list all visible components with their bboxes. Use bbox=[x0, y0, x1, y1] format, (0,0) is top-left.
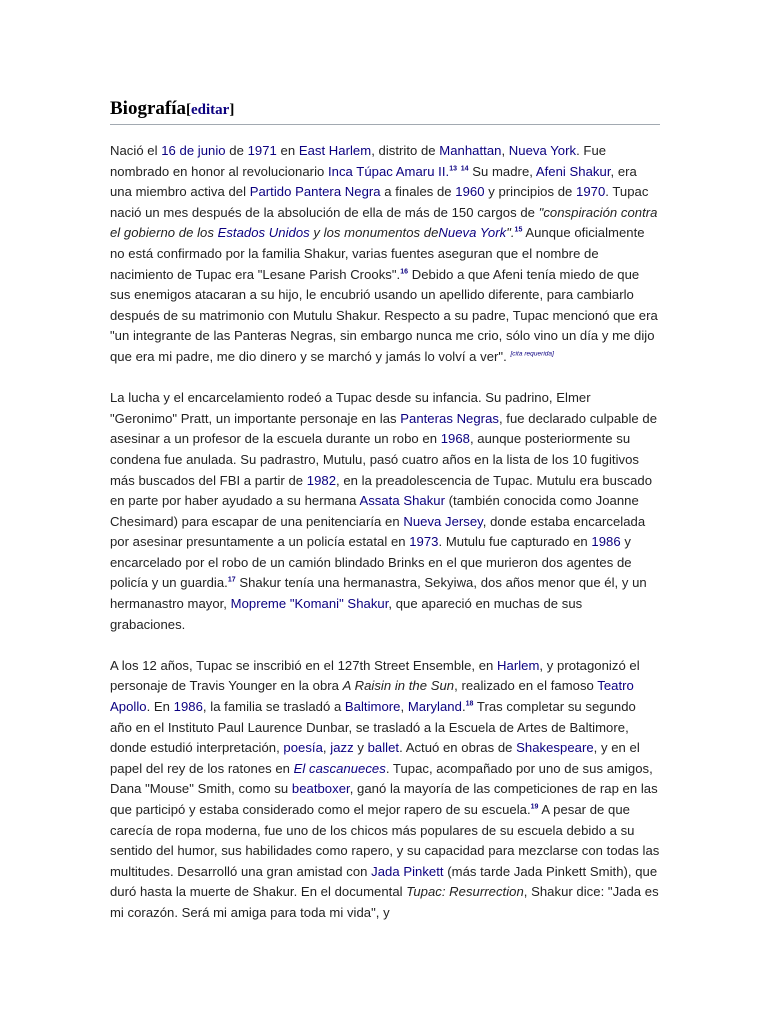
link-manhattan[interactable]: Manhattan bbox=[439, 143, 502, 158]
title-a-raisin-in-the-sun: A Raisin in the Sun bbox=[342, 678, 455, 694]
link-jada-pinkett[interactable]: Jada Pinkett bbox=[371, 863, 444, 879]
link-nueva-york[interactable]: Nueva York bbox=[508, 143, 577, 158]
link-teatro-apollo[interactable]: Teatro Apollo bbox=[110, 678, 634, 715]
edit-section-link[interactable]: editar bbox=[191, 102, 230, 118]
quote-cargos: "conspiración contra el gobierno de los Estados Unidos y los monumentos deNueva York". bbox=[110, 204, 658, 241]
link-1960[interactable]: 1960 bbox=[455, 184, 485, 200]
link-1968[interactable]: 1968 bbox=[440, 431, 470, 447]
link-baltimore[interactable]: Baltimore bbox=[344, 699, 401, 715]
title-tupac-resurrection: Tupac: Resurrection bbox=[406, 884, 524, 900]
ref-14 bbox=[461, 165, 469, 172]
link-partido-pantera-negra[interactable]: Partido Pantera Negra bbox=[249, 184, 381, 200]
link-afeni-shakur[interactable]: Afeni Shakur bbox=[535, 163, 611, 179]
ref-18-link[interactable]: 18 bbox=[465, 700, 474, 708]
link-1982[interactable]: 1982 bbox=[306, 472, 337, 488]
paragraph-1: Nació el 16 de junio de 1971 en East Harlem, distrito de Manhattan, Nueva York. Fue nombrado en honor al revolucionario Inca Túpac Amaru II.$^{13}$ $^{14}$ Su madre, Afeni Shakur, era una miembro activa del Partido Pantera Negra a finales de 1960 y principios de 1970. Tupac nació un mes después de la absolución de ella de más de 150 cargos de "conspiración contra el gobierno de los Estados Unidos y los monumentos deNueva York".$^{15}$ Aunque oficialmente no está confirmado por la familia Shakur, varias fuentes aseguran que el nombre de nacimiento de Tupac era "Lesane Parish Crooks".$^{16}$ Debido a que Afeni tenía miedo de que sus enemigos atacaran a su hijo, le encubrió usando un apellido diferente, para cambiarlo después de su matrimonio con Mutulu Shakur. Respecto a su padre, Tupac mencionó que era "un integrante de las Panteras Negras, sin embargo nunca me crio, sólo vino un día y me dijo que era mi padre, me dio dinero y se marchó y jamás lo volví a ver". [cita requerida] bbox=[110, 143, 658, 364]
link-mopreme-shakur[interactable]: Mopreme "Komani" Shakur bbox=[230, 596, 389, 612]
link-1986-b[interactable]: 1986 bbox=[173, 699, 203, 715]
ref-17-link[interactable]: 17 bbox=[227, 577, 236, 585]
ref-17 bbox=[228, 577, 236, 584]
ref-13-link[interactable]: 13 bbox=[449, 165, 458, 173]
ref-16 bbox=[400, 268, 408, 275]
edit-section-link-wrapper: [editar] bbox=[186, 102, 235, 118]
link-nueva-jersey[interactable]: Nueva Jersey bbox=[403, 513, 483, 529]
article-body bbox=[110, 96, 660, 944]
section-title: Biografía bbox=[110, 98, 186, 119]
link-beatboxer[interactable]: beatboxer bbox=[291, 781, 350, 797]
link-estados-unidos[interactable]: Estados Unidos bbox=[217, 225, 310, 241]
link-maryland[interactable]: Maryland bbox=[407, 699, 462, 715]
ref-16-link[interactable]: 16 bbox=[400, 268, 409, 276]
section-heading bbox=[110, 96, 660, 125]
link-poesia[interactable]: poesía bbox=[283, 740, 323, 756]
link-16-junio[interactable]: 16 de junio bbox=[161, 143, 226, 158]
link-ballet[interactable]: ballet bbox=[367, 740, 400, 756]
link-inca-tupac-amaru[interactable]: Inca Túpac Amaru II. bbox=[328, 163, 450, 179]
link-1971[interactable]: 1971 bbox=[247, 143, 277, 158]
ref-13 bbox=[449, 165, 457, 172]
link-1986-a[interactable]: 1986 bbox=[591, 534, 621, 550]
link-shakespeare[interactable]: Shakespeare bbox=[516, 740, 594, 756]
link-nueva-york-2[interactable]: Nueva York bbox=[438, 225, 507, 241]
ref-15-link[interactable]: 15 bbox=[514, 227, 523, 235]
ref-14-link[interactable]: 14 bbox=[460, 165, 469, 173]
link-el-cascanueces[interactable]: El cascanueces bbox=[293, 760, 386, 776]
link-east-harlem[interactable]: East Harlem bbox=[298, 143, 372, 158]
paragraph-2: La lucha y el encarcelamiento rodeó a Tupac desde su infancia. Su padrino, Elmer "Geronimo" Pratt, un importante personaje en las Panteras Negras, fue declarado culpable de asesinar a un profesor de la escuela durante un robo en 1968, aunque posteriormente su condena fue anulada. Su padrastro, Mutulu, pasó cuatro años en la lista de los 10 fugitivos más buscados del FBI a partir de 1982, en la preadolescencia de Tupac. Mutulu era buscado en parte por haber ayudado a su hermana Assata Shakur (también conocida como Joanne Chesimard) para escapar de una penitenciaría en Nueva Jersey, donde estaba encarcelada por asesinar presuntamente a un policía estatal en 1973. Mutulu fue capturado en 1986 y encarcelado por el robo de un camión blindado Brinks en el que murieron dos agentes de policía y un guardia.$^{17}$ Shakur tenía una hermanastra, Sekyiwa, dos años menor que él, y un hermanastro mayor, Mopreme "Komani" Shakur, que apareció en muchas de sus grabaciones. bbox=[110, 390, 658, 632]
link-1970[interactable]: 1970 bbox=[576, 184, 606, 200]
citation-needed-link[interactable]: [cita requerida] bbox=[510, 350, 554, 358]
link-harlem[interactable]: Harlem bbox=[497, 657, 540, 673]
paragraph-3: A los 12 años, Tupac se inscribió en el 127th Street Ensemble, en Harlem, y protagonizó el personaje de Travis Younger en la obra A Raisin in the Sun, realizado en el famoso Teatro Apollo. En 1986, la familia se trasladó a Baltimore, Maryland.$^{18}$ Tras completar su segundo año en el Instituto Paul Laurence Dunbar, se trasladó a la Escuela de Artes de Baltimore, donde estudió interpretación, poesía, jazz y ballet. Actuó en obras de Shakespeare, y en el papel del rey de los ratones en El cascanueces. Tupac, acompañado por uno de sus amigos, Dana "Mouse" Smith, como su beatboxer, ganó la mayoría de las competiciones de rap en las que participó y estaba considerado como el mejor rapero de su escuela.$^{19}$ A pesar de que carecía de ropa moderna, fue uno de los chicos más populares de su escuela debido a su sentido del humor, sus habilidades como rapero, y su capacidad para mezclarse con todas las multitudes. Desarrolló una gran amistad con Jada Pinkett (más tarde Jada Pinkett Smith), que duró hasta la muerte de Shakur. En el documental Tupac: Resurrection, Shakur dice: "Jada es mi corazón. Será mi amiga para toda mi vida", y bbox=[110, 657, 660, 920]
ref-19-link[interactable]: 19 bbox=[530, 803, 539, 811]
citation-needed bbox=[510, 351, 553, 358]
link-assata-shakur[interactable]: Assata Shakur bbox=[359, 493, 445, 509]
link-1973[interactable]: 1973 bbox=[409, 534, 439, 550]
link-panteras-negras[interactable]: Panteras Negras bbox=[400, 410, 499, 426]
link-jazz[interactable]: jazz bbox=[330, 740, 354, 756]
